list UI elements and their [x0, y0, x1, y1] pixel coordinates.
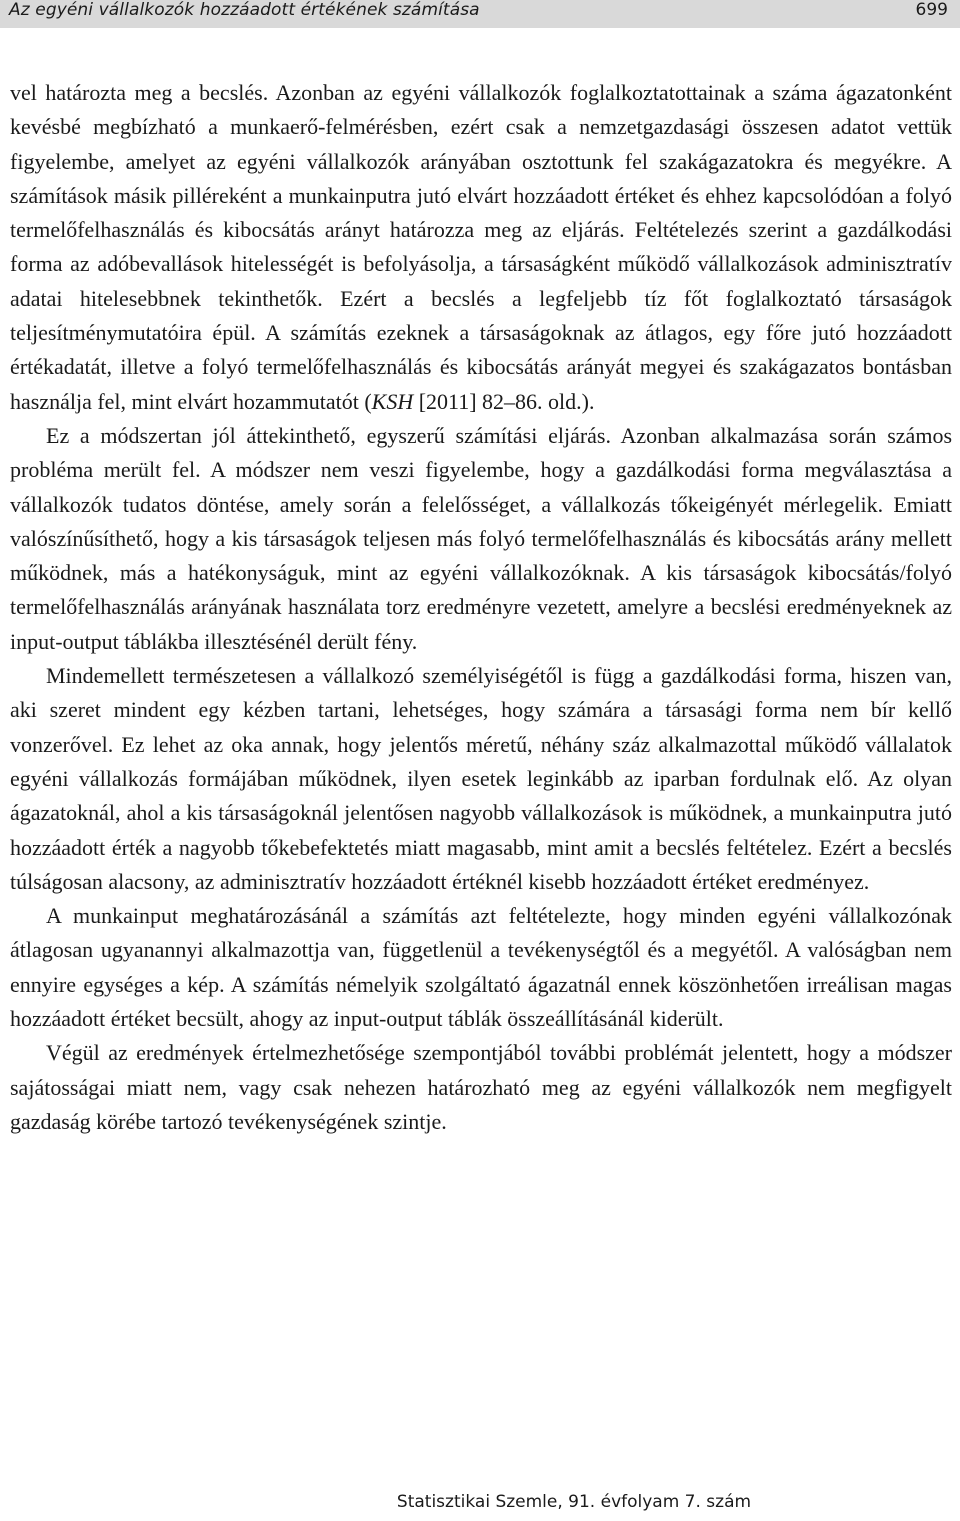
paragraph: A munkainput meghatározásánál a számítás azt feltételezte, hogy minden egyéni vállalkozónak átlagosan ugyanannyi alkalmazottja van, függetlenül a tevékenységtől és a megyétől. A valóságban nem ennyire egységes a kép. A számítás némelyik szolgáltató ágazatnál ennek köszönhetően irreálisan magas hozzáadott értéket becsült, ahogy az input-output táblák összeállításánál kiderült. — [10, 903, 952, 1032]
paragraph-continued: vel határozta meg a becslés. Azonban az egyéni vállalkozók foglalkoztatottainak a száma ágazatonként kevésbé megbízható a munkaerő-felmérésben, ezért csak a nemzetgazdasági összesen adatot vettük figyelembe, amelyet az egyéni vállalkozók arányában osztottunk fel szakágazatokra és megyékre. A számítások másik pilléreként a munkainputra jutó elvárt hozzáadott értéket és ehhez kapcsolódóan a folyó termelőfelhasználás és kibocsátás arányt határozza meg az eljárás. Feltételezés szerint a gazdálkodási forma az adóbevallások hitelességét is befolyásolja, a társaságként működő vállalkozások adminisztratív adatai hitelesebbnek tekinthetők. Ezért a becslés a legfeljebb tíz főt foglalkoztató társaságok teljesítménymutatóira épül. A számítás ezeknek a társaságoknak az átlagos, egy főre jutó hozzáadott értékadatát, illetve a folyó termelőfelhasználás és kibocsátás arányát megyei és szakágazatos bontásban használja fel, mint elvárt hozammutatót (KSH [2011] 82–86. old.). — [10, 80, 952, 414]
running-header — [0, 0, 960, 28]
paragraph: Végül az eredmények értelmezhetősége szempontjából további problémát jelentett, hogy a módszer sajátosságai miatt nem, vagy csak nehezen határozható meg az egyéni vállalkozók nem megfigyelt gazdaság körébe tartozó tevékenységének szintje. — [10, 1040, 952, 1134]
running-title: Az egyéni vállalkozók hozzáadott értékének számítása — [9, 0, 480, 20]
citation-author: KSH — [371, 388, 414, 414]
article-body — [10, 76, 952, 1139]
page-number: 699 — [915, 0, 948, 20]
journal-citation: Statisztikai Szemle, 91. évfolyam 7. szám — [396, 1492, 752, 1512]
paragraph: Ez a módszertan jól áttekinthető, egyszerű számítási eljárás. Azonban alkalmazása során számos probléma merült fel. A módszer nem veszi figyelembe, hogy a gazdálkodási forma megválasztása a vállalkozók tudatos döntése, amely során a felelősséget, a vállalkozás tőkeigényét mérlegelik. Emiatt valószínűsíthető, hogy a kis társaságok teljesen más folyó termelőfelhasználás és kibocsátás arány mellett működnek, más a hatékonyságuk, mint az egyéni vállalkozóknak. A kis társaságok kibocsátás/folyó termelőfelhasználás arányának használata torz eredményre vezetett, amelyre a becslési eredményeknek az input-output táblákba illesztésénél derült fény. — [10, 422, 952, 654]
running-footer — [0, 1492, 960, 1512]
paragraph: Mindemellett természetesen a vállalkozó személyiségétől is függ a gazdálkodási forma, hiszen van, aki szeret mindent egy kézben tartani, lehetséges, hogy számára a társasági forma nem bír kellő vonzerővel. Ez lehet az oka annak, hogy jelentős méretű, néhány száz alkalmazottal működő vállalatok egyéni vállalkozás formájában működnek, ilyen esetek leginkább az iparban fordulnak elő. Az olyan ágazatoknál, ahol a kis társaságoknál jelentősen nagyobb vállalkozások is működnek, a munkainputra jutó hozzáadott érték a nagyobb tőkebefektetés miatt magasabb, mint amit a becslés feltételez. Ezért a becslés túlságosan alacsony, az adminisztratív hozzáadott értéknél kisebb hozzáadott értéket eredményez. — [10, 663, 952, 894]
